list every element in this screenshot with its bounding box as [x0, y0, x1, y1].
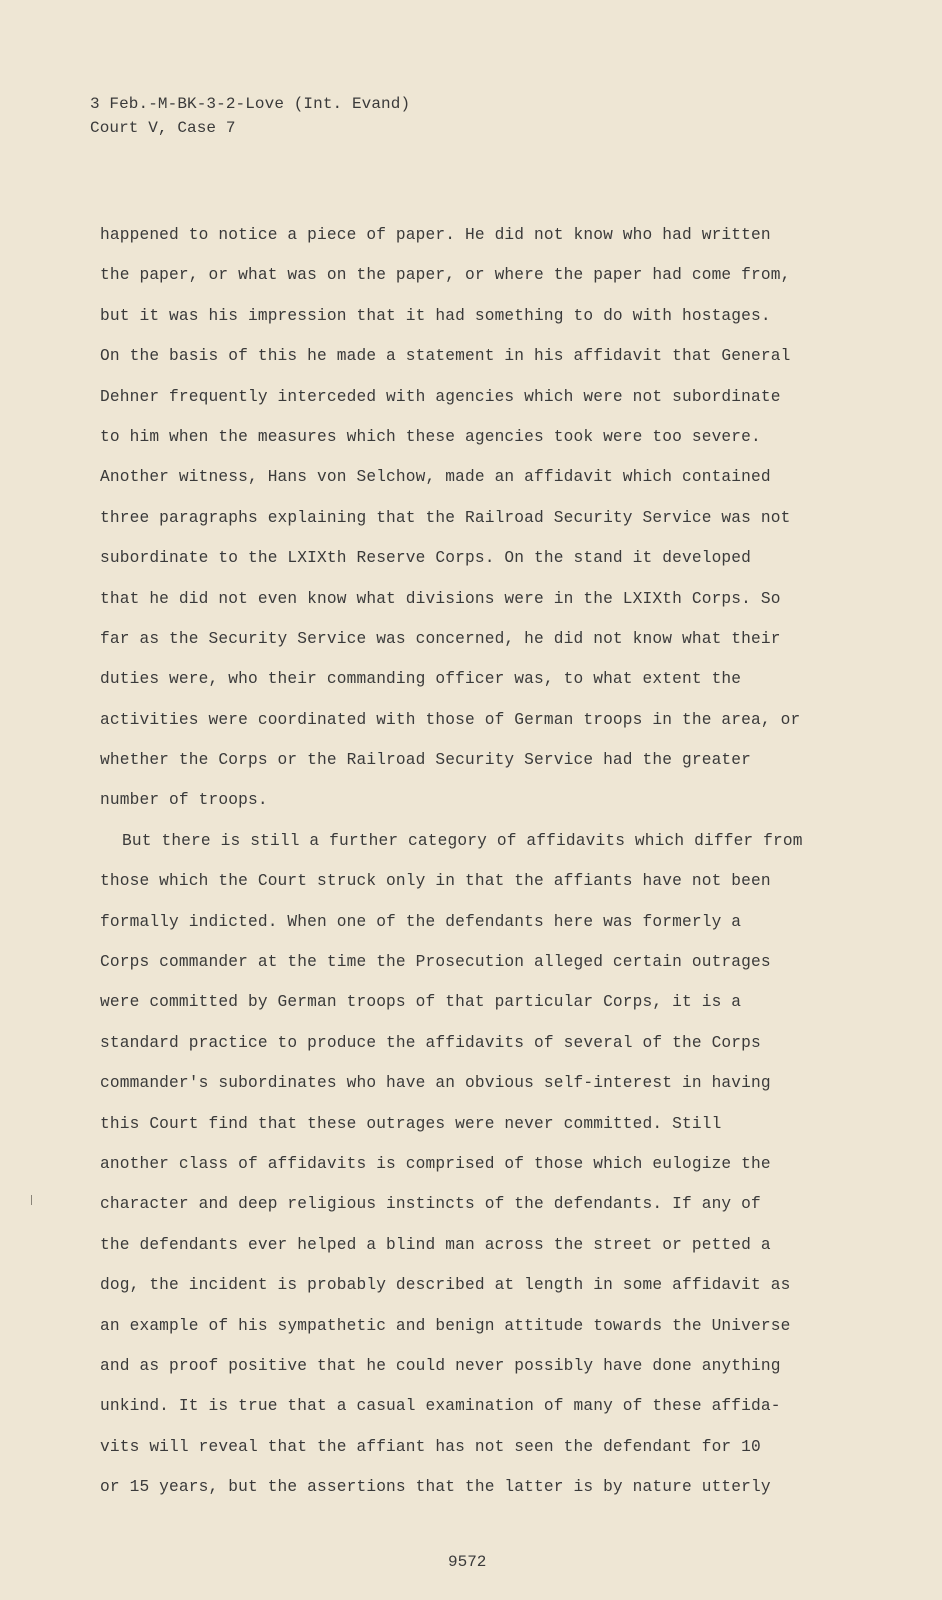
- text-line: an example of his sympathetic and benign attitude towards the Universe: [100, 1316, 791, 1335]
- text-line: dog, the incident is probably described at length in some affidavit as: [100, 1276, 791, 1295]
- text-line: far as the Security Service was concerned, he did not know what their: [100, 629, 781, 648]
- page-number: 9572: [448, 1553, 487, 1571]
- text-line: another class of affidavits is comprised of those which eulogize the: [100, 1154, 771, 1173]
- text-line: activities were coordinated with those of German troops in the area, or: [100, 710, 801, 729]
- text-line: Corps commander at the time the Prosecution alleged certain outrages: [100, 953, 771, 972]
- body-text: [100, 215, 840, 1508]
- text-line: standard practice to produce the affidavits of several of the Corps: [100, 1033, 761, 1052]
- text-line: the paper, or what was on the paper, or where the paper had come from,: [100, 266, 791, 285]
- text-line: duties were, who their commanding officer was, to what extent the: [100, 670, 742, 689]
- text-line: but it was his impression that it had something to do with hostages.: [100, 306, 771, 325]
- text-line: to him when the measures which these agencies took were too severe.: [100, 427, 761, 446]
- text-line: character and deep religious instincts of the defendants. If any of: [100, 1195, 761, 1214]
- header-line-2: Court V, Case 7: [90, 119, 236, 137]
- text-line: formally indicted. When one of the defendants here was formerly a: [100, 912, 742, 931]
- text-line: or 15 years, but the assertions that the latter is by nature utterly: [100, 1478, 771, 1497]
- text-line: the defendants ever helped a blind man across the street or petted a: [100, 1235, 771, 1254]
- text-line: Another witness, Hans von Selchow, made an affidavit which contained: [100, 468, 771, 487]
- text-line: were committed by German troops of that particular Corps, it is a: [100, 993, 742, 1012]
- text-line: On the basis of this he made a statement in his affidavit that General: [100, 347, 791, 366]
- text-line: those which the Court struck only in that the affiants have not been: [100, 872, 771, 891]
- document-header: [90, 92, 410, 140]
- text-line: vits will reveal that the affiant has not seen the defendant for 10: [100, 1437, 761, 1456]
- text-line: three paragraphs explaining that the Railroad Security Service was not: [100, 508, 791, 527]
- header-line-1: 3 Feb.-M-BK-3-2-Love (Int. Evand): [90, 95, 411, 113]
- paragraph-first-line: But there is still a further category of affidavits which differ from: [122, 831, 803, 850]
- text-line: that he did not even know what divisions were in the LXIXth Corps. So: [100, 589, 781, 608]
- text-line: and as proof positive that he could never possibly have done anything: [100, 1356, 781, 1375]
- text-line: subordinate to the LXIXth Reserve Corps. On the stand it developed: [100, 549, 752, 568]
- text-line: number of troops.: [100, 791, 268, 810]
- margin-mark: [31, 1195, 32, 1205]
- text-line: Dehner frequently interceded with agencies which were not subordinate: [100, 387, 781, 406]
- text-line: happened to notice a piece of paper. He did not know who had written: [100, 226, 771, 244]
- text-line: this Court find that these outrages were never committed. Still: [100, 1114, 722, 1133]
- text-line: unkind. It is true that a casual examination of many of these affida-: [100, 1397, 781, 1416]
- text-line: commander's subordinates who have an obvious self-interest in having: [100, 1074, 771, 1093]
- text-line: whether the Corps or the Railroad Security Service had the greater: [100, 751, 752, 770]
